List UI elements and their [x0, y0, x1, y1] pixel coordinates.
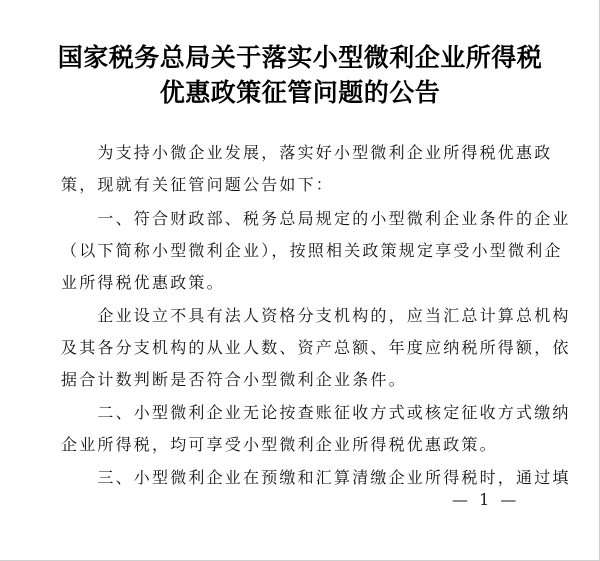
paragraph-line: 企业设立不具有法人资格分支机构的，应当汇总计算总机构 [61, 306, 571, 325]
paragraph-line: 一、符合财政部、税务总局规定的小型微利企业条件的企业 [61, 209, 571, 228]
paragraph-line: 为支持小微企业发展，落实好小型微利企业所得税优惠政 [61, 143, 553, 162]
paragraph-line: 策，现就有关征管问题公告如下： [61, 175, 335, 194]
document-title-line-1: 国家税务总局关于落实小型微利企业所得税 [57, 43, 543, 72]
paragraph-line: 据合计数判断是否符合小型微利企业条件。 [61, 370, 407, 389]
paragraph-line: （以下简称小型微利企业），按照相关政策规定享受小型微利企 [61, 241, 563, 260]
page-number: — 1 — [452, 490, 520, 509]
paragraph-line: 企业所得税，均可享受小型微利企业所得税优惠政策。 [61, 435, 498, 454]
paragraph-line: 二、小型微利企业无论按查账征收方式或核定征收方式缴纳 [61, 403, 571, 422]
document-title-line-2: 优惠政策征管问题的公告 [159, 78, 441, 107]
paragraph-line: 业所得税优惠政策。 [61, 273, 225, 292]
paragraph-line: 三、小型微利企业在预缴和汇算清缴企业所得税时，通过填 [61, 468, 571, 487]
paragraph-line: 及其各分支机构的从业人数、资产总额、年度应纳税所得额，依 [61, 338, 571, 357]
